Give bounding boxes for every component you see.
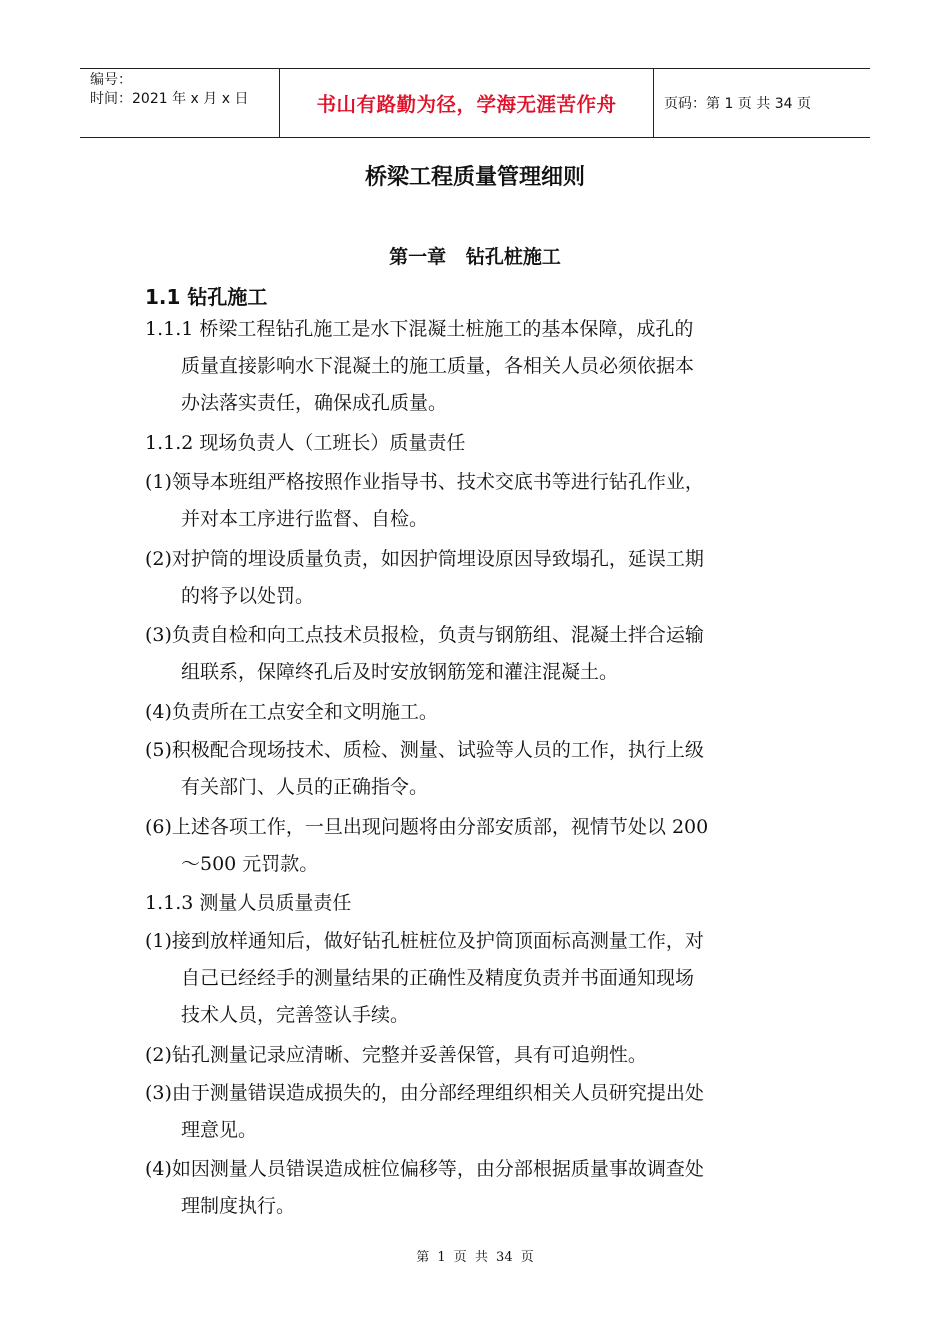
paragraph-line: 有关部门、人员的正确指令。 — [181, 776, 429, 798]
paragraph — [145, 541, 810, 615]
paragraph-line: 组联系，保障终孔后及时安放钢筋笼和灌注混凝土。 — [181, 661, 619, 683]
paragraph-line: 并对本工序进行监督、自检。 — [181, 508, 429, 530]
page-footer: 第 1 页 共 34 页 — [416, 1250, 534, 1265]
section-heading: 1.1 钻孔施工 — [145, 285, 268, 309]
date-label: 时间：2021 年 x 月 x 日 — [90, 91, 249, 107]
paragraph-line: 理意见。 — [181, 1119, 258, 1141]
paragraph-line: 质量直接影响水下混凝土的施工质量，各相关人员必须依据本 — [181, 355, 695, 377]
header-motto: 书山有路勤为径，学海无涯苦作舟 — [280, 69, 654, 137]
paragraph — [145, 1151, 810, 1225]
paragraph-line: (5)积极配合现场技术、质检、测量、试验等人员的工作，执行上级 — [145, 739, 704, 761]
paragraph-line: (1)领导本班组严格按照作业指导书、技术交底书等进行钻孔作业， — [145, 471, 704, 493]
paragraph-line: 技术人员，完善签认手续。 — [181, 1004, 410, 1026]
paragraph-line: 的将予以处罚。 — [181, 585, 315, 607]
paragraph-line: (2)钻孔测量记录应清晰、完整并妥善保管，具有可追朔性。 — [145, 1044, 647, 1066]
paragraph — [145, 425, 810, 462]
paragraph — [145, 1075, 810, 1149]
chapter-heading: 第一章 钻孔桩施工 — [389, 246, 561, 268]
header-meta-cell — [80, 69, 280, 137]
paragraph-line: 办法落实责任，确保成孔质量。 — [181, 392, 448, 414]
paragraph-line: 1.1.2 现场负责人（工班长）质量责任 — [145, 432, 466, 454]
paragraph-line: ～500 元罚款。 — [181, 853, 319, 875]
paragraph-line: 1.1.3 测量人员质量责任 — [145, 892, 352, 914]
serial-number-label: 编号： — [90, 72, 132, 88]
paragraph-line: 理制度执行。 — [181, 1195, 296, 1217]
paragraph-line: (1)接到放样通知后，做好钻孔桩桩位及护筒顶面标高测量工作，对 — [145, 930, 704, 952]
paragraph — [145, 311, 810, 422]
paragraph — [145, 694, 810, 731]
paragraph — [145, 885, 810, 922]
paragraph-line: 自己已经经手的测量结果的正确性及精度负责并书面通知现场 — [181, 967, 695, 989]
paragraph — [145, 732, 810, 806]
paragraph-line: (3)负责自检和向工点技术员报检，负责与钢筋组、混凝土拌合运输 — [145, 624, 704, 646]
paragraph — [145, 464, 810, 538]
paragraph — [145, 923, 810, 1034]
paragraph-line: 1.1.1 桥梁工程钻孔施工是水下混凝土桩施工的基本保障，成孔的 — [145, 318, 694, 340]
paragraph-line: (6)上述各项工作，一旦出现问题将由分部安质部，视情节处以 200 — [145, 816, 709, 838]
document-title: 桥梁工程质量管理细则 — [364, 165, 585, 190]
paragraph-line: (4)负责所在工点安全和文明施工。 — [145, 701, 438, 723]
paragraph-line: (2)对护筒的埋设质量负责，如因护筒埋设原因导致塌孔，延误工期 — [145, 548, 704, 570]
paragraph — [145, 617, 810, 691]
paragraph — [145, 809, 810, 883]
paragraph — [145, 1037, 810, 1074]
document-header — [80, 68, 870, 138]
paragraph-line: (3)由于测量错误造成损失的，由分部经理组织相关人员研究提出处 — [145, 1082, 704, 1104]
paragraph-line: (4)如因测量人员错误造成桩位偏移等，由分部根据质量事故调查处 — [145, 1158, 704, 1180]
header-page-info: 页码：第 1 页 共 34 页 — [664, 96, 811, 112]
